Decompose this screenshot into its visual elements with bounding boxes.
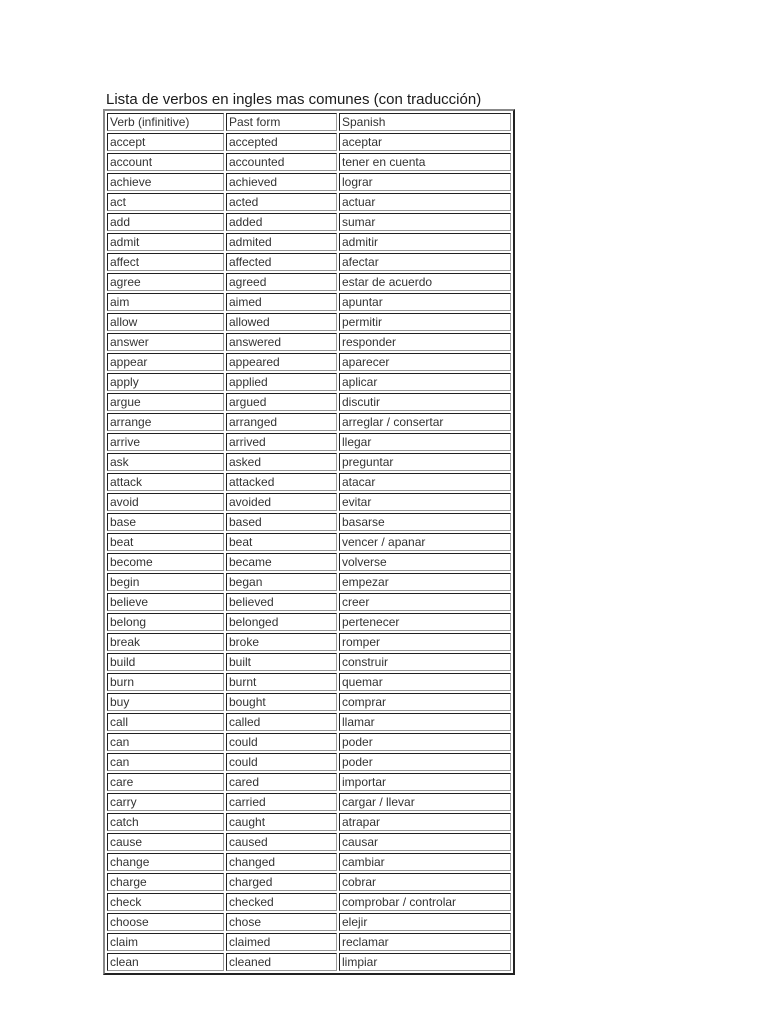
cell-spanish: pertenecer — [339, 613, 511, 631]
cell-spanish: limpiar — [339, 953, 511, 971]
cell-spanish: apuntar — [339, 293, 511, 311]
table-row — [107, 613, 511, 631]
table-row — [107, 353, 511, 371]
cell-spanish: quemar — [339, 673, 511, 691]
table-row — [107, 373, 511, 391]
cell-verb-infinitive: affect — [107, 253, 224, 271]
table-row — [107, 953, 511, 971]
table-row — [107, 573, 511, 591]
cell-spanish: estar de acuerdo — [339, 273, 511, 291]
cell-past-form: agreed — [226, 273, 337, 291]
cell-past-form: based — [226, 513, 337, 531]
cell-verb-infinitive: belong — [107, 613, 224, 631]
cell-spanish: permitir — [339, 313, 511, 331]
table-row — [107, 633, 511, 651]
cell-verb-infinitive: argue — [107, 393, 224, 411]
table-row — [107, 173, 511, 191]
verb-table — [103, 109, 515, 975]
header-spanish: Spanish — [339, 113, 511, 131]
cell-spanish: evitar — [339, 493, 511, 511]
cell-past-form: aimed — [226, 293, 337, 311]
cell-verb-infinitive: avoid — [107, 493, 224, 511]
cell-past-form: acted — [226, 193, 337, 211]
cell-verb-infinitive: choose — [107, 913, 224, 931]
cell-spanish: discutir — [339, 393, 511, 411]
cell-spanish: admitir — [339, 233, 511, 251]
cell-spanish: creer — [339, 593, 511, 611]
cell-verb-infinitive: believe — [107, 593, 224, 611]
cell-spanish: aparecer — [339, 353, 511, 371]
cell-past-form: appeared — [226, 353, 337, 371]
cell-past-form: allowed — [226, 313, 337, 331]
cell-spanish: llamar — [339, 713, 511, 731]
cell-verb-infinitive: aim — [107, 293, 224, 311]
cell-spanish: vencer / apanar — [339, 533, 511, 551]
table-row — [107, 873, 511, 891]
table-row — [107, 253, 511, 271]
cell-spanish: cargar / llevar — [339, 793, 511, 811]
cell-past-form: added — [226, 213, 337, 231]
cell-verb-infinitive: charge — [107, 873, 224, 891]
cell-verb-infinitive: can — [107, 753, 224, 771]
cell-spanish: cambiar — [339, 853, 511, 871]
cell-past-form: could — [226, 753, 337, 771]
table-row — [107, 933, 511, 951]
cell-past-form: cared — [226, 773, 337, 791]
cell-verb-infinitive: act — [107, 193, 224, 211]
cell-past-form: began — [226, 573, 337, 591]
cell-past-form: caught — [226, 813, 337, 831]
table-row — [107, 213, 511, 231]
cell-past-form: could — [226, 733, 337, 751]
table-row — [107, 533, 511, 551]
table-row — [107, 853, 511, 871]
cell-past-form: chose — [226, 913, 337, 931]
cell-spanish: sumar — [339, 213, 511, 231]
cell-past-form: accounted — [226, 153, 337, 171]
cell-verb-infinitive: attack — [107, 473, 224, 491]
cell-verb-infinitive: answer — [107, 333, 224, 351]
table-row — [107, 333, 511, 351]
cell-spanish: basarse — [339, 513, 511, 531]
table-row — [107, 133, 511, 151]
cell-verb-infinitive: apply — [107, 373, 224, 391]
table-row — [107, 413, 511, 431]
cell-verb-infinitive: become — [107, 553, 224, 571]
cell-verb-infinitive: carry — [107, 793, 224, 811]
cell-verb-infinitive: beat — [107, 533, 224, 551]
cell-verb-infinitive: break — [107, 633, 224, 651]
cell-past-form: belonged — [226, 613, 337, 631]
cell-verb-infinitive: call — [107, 713, 224, 731]
cell-verb-infinitive: achieve — [107, 173, 224, 191]
cell-past-form: became — [226, 553, 337, 571]
cell-verb-infinitive: claim — [107, 933, 224, 951]
verb-table-body — [107, 113, 511, 971]
cell-spanish: aceptar — [339, 133, 511, 151]
cell-verb-infinitive: buy — [107, 693, 224, 711]
cell-spanish: actuar — [339, 193, 511, 211]
table-row — [107, 733, 511, 751]
cell-spanish: volverse — [339, 553, 511, 571]
cell-spanish: poder — [339, 733, 511, 751]
table-row — [107, 653, 511, 671]
cell-verb-infinitive: burn — [107, 673, 224, 691]
cell-verb-infinitive: add — [107, 213, 224, 231]
cell-verb-infinitive: change — [107, 853, 224, 871]
table-row — [107, 793, 511, 811]
cell-past-form: cleaned — [226, 953, 337, 971]
cell-verb-infinitive: admit — [107, 233, 224, 251]
header-verb-infinitive: Verb (infinitive) — [107, 113, 224, 131]
table-row — [107, 273, 511, 291]
cell-verb-infinitive: clean — [107, 953, 224, 971]
cell-spanish: reclamar — [339, 933, 511, 951]
table-row — [107, 553, 511, 571]
cell-past-form: answered — [226, 333, 337, 351]
cell-past-form: applied — [226, 373, 337, 391]
table-row — [107, 433, 511, 451]
cell-past-form: affected — [226, 253, 337, 271]
cell-spanish: comprobar / controlar — [339, 893, 511, 911]
cell-past-form: burnt — [226, 673, 337, 691]
cell-past-form: changed — [226, 853, 337, 871]
cell-verb-infinitive: begin — [107, 573, 224, 591]
cell-past-form: arrived — [226, 433, 337, 451]
cell-spanish: arreglar / consertar — [339, 413, 511, 431]
cell-spanish: atacar — [339, 473, 511, 491]
table-row — [107, 513, 511, 531]
cell-verb-infinitive: cause — [107, 833, 224, 851]
cell-spanish: construir — [339, 653, 511, 671]
cell-spanish: romper — [339, 633, 511, 651]
cell-verb-infinitive: care — [107, 773, 224, 791]
cell-verb-infinitive: arrange — [107, 413, 224, 431]
page-title: Lista de verbos en ingles mas comunes (con traducción) — [106, 91, 482, 108]
table-row — [107, 593, 511, 611]
table-row — [107, 393, 511, 411]
cell-past-form: admited — [226, 233, 337, 251]
cell-verb-infinitive: account — [107, 153, 224, 171]
cell-verb-infinitive: catch — [107, 813, 224, 831]
table-row — [107, 473, 511, 491]
cell-past-form: checked — [226, 893, 337, 911]
cell-verb-infinitive: ask — [107, 453, 224, 471]
cell-spanish: lograr — [339, 173, 511, 191]
cell-spanish: llegar — [339, 433, 511, 451]
table-header-row — [107, 113, 511, 131]
cell-spanish: atrapar — [339, 813, 511, 831]
cell-past-form: achieved — [226, 173, 337, 191]
table-row — [107, 813, 511, 831]
cell-past-form: accepted — [226, 133, 337, 151]
cell-past-form: argued — [226, 393, 337, 411]
cell-verb-infinitive: appear — [107, 353, 224, 371]
cell-past-form: carried — [226, 793, 337, 811]
cell-past-form: arranged — [226, 413, 337, 431]
table-row — [107, 913, 511, 931]
cell-spanish: empezar — [339, 573, 511, 591]
cell-past-form: claimed — [226, 933, 337, 951]
table-row — [107, 673, 511, 691]
cell-verb-infinitive: allow — [107, 313, 224, 331]
cell-spanish: preguntar — [339, 453, 511, 471]
cell-spanish: causar — [339, 833, 511, 851]
cell-past-form: caused — [226, 833, 337, 851]
cell-verb-infinitive: arrive — [107, 433, 224, 451]
table-row — [107, 233, 511, 251]
table-row — [107, 293, 511, 311]
cell-spanish: comprar — [339, 693, 511, 711]
cell-past-form: bought — [226, 693, 337, 711]
cell-spanish: afectar — [339, 253, 511, 271]
cell-past-form: asked — [226, 453, 337, 471]
table-row — [107, 153, 511, 171]
cell-past-form: avoided — [226, 493, 337, 511]
cell-verb-infinitive: agree — [107, 273, 224, 291]
cell-spanish: tener en cuenta — [339, 153, 511, 171]
cell-past-form: called — [226, 713, 337, 731]
cell-past-form: attacked — [226, 473, 337, 491]
table-row — [107, 753, 511, 771]
table-row — [107, 893, 511, 911]
cell-spanish: aplicar — [339, 373, 511, 391]
cell-verb-infinitive: build — [107, 653, 224, 671]
table-row — [107, 833, 511, 851]
cell-past-form: beat — [226, 533, 337, 551]
cell-spanish: elejir — [339, 913, 511, 931]
cell-verb-infinitive: check — [107, 893, 224, 911]
cell-spanish: poder — [339, 753, 511, 771]
cell-past-form: believed — [226, 593, 337, 611]
table-row — [107, 453, 511, 471]
cell-past-form: charged — [226, 873, 337, 891]
cell-spanish: importar — [339, 773, 511, 791]
table-row — [107, 313, 511, 331]
table-row — [107, 713, 511, 731]
cell-verb-infinitive: can — [107, 733, 224, 751]
table-row — [107, 773, 511, 791]
cell-spanish: cobrar — [339, 873, 511, 891]
cell-past-form: broke — [226, 633, 337, 651]
header-past-form: Past form — [226, 113, 337, 131]
cell-spanish: responder — [339, 333, 511, 351]
table-row — [107, 493, 511, 511]
cell-past-form: built — [226, 653, 337, 671]
cell-verb-infinitive: base — [107, 513, 224, 531]
table-row — [107, 193, 511, 211]
cell-verb-infinitive: accept — [107, 133, 224, 151]
table-row — [107, 693, 511, 711]
